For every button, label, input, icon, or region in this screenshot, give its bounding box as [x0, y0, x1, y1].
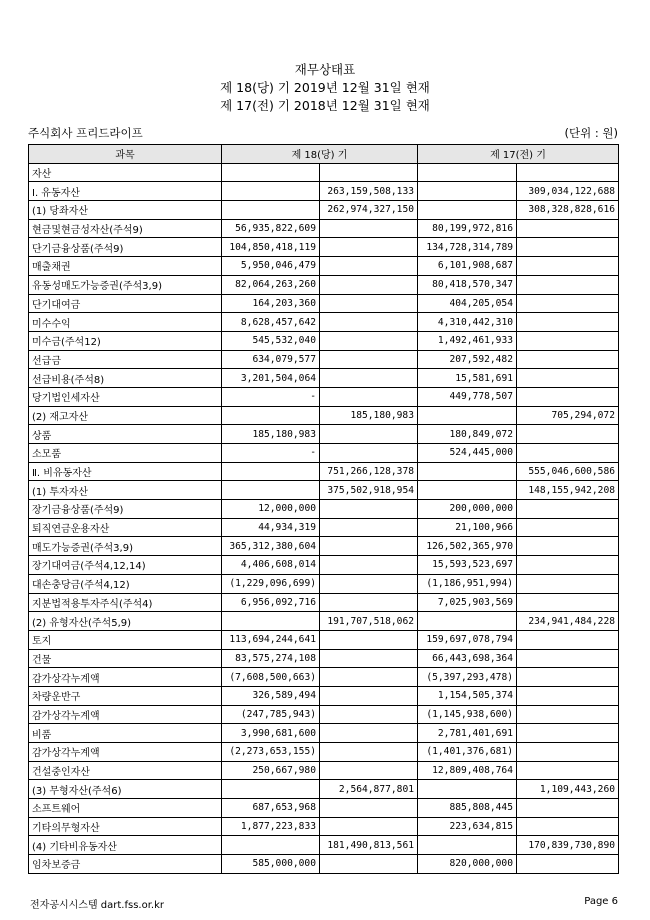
- amount-cell: 191,707,518,062: [320, 612, 418, 631]
- amount-cell: (1,401,376,681): [418, 743, 517, 762]
- table-row: [29, 294, 619, 313]
- amount-cell: [517, 257, 619, 276]
- amount-cell: [320, 799, 418, 818]
- account-name-cell: 자산: [29, 163, 222, 182]
- account-name-cell: 소모품: [29, 444, 222, 463]
- amount-cell: 585,000,000: [222, 855, 320, 874]
- account-name-cell: (1) 투자자산: [29, 481, 222, 500]
- amount-cell: 705,294,072: [517, 406, 619, 425]
- amount-cell: 207,592,482: [418, 350, 517, 369]
- table-row: [29, 275, 619, 294]
- account-name-cell: 감가상각누계액: [29, 743, 222, 762]
- amount-cell: [517, 574, 619, 593]
- account-name-cell: 토지: [29, 630, 222, 649]
- amount-cell: 820,000,000: [418, 855, 517, 874]
- amount-cell: [222, 163, 320, 182]
- account-name-cell: 임차보증금: [29, 855, 222, 874]
- amount-cell: [320, 294, 418, 313]
- account-name-cell: 비품: [29, 724, 222, 743]
- amount-cell: 524,445,000: [418, 444, 517, 463]
- account-name-cell: 현금및현금성자산(주석9): [29, 219, 222, 238]
- table-row: [29, 238, 619, 257]
- account-name-cell: 당기법인세자산: [29, 387, 222, 406]
- amount-cell: [320, 668, 418, 687]
- account-name-cell: 건물: [29, 649, 222, 668]
- header-prior-period: 제 17(전) 기: [418, 145, 619, 164]
- amount-cell: (247,785,943): [222, 705, 320, 724]
- account-name-cell: 매출채권: [29, 257, 222, 276]
- table-row: [29, 444, 619, 463]
- amount-cell: [222, 406, 320, 425]
- account-name-cell: 선급비용(주석8): [29, 369, 222, 388]
- account-name-cell: (3) 무형자산(주석6): [29, 780, 222, 799]
- company-name: 주식회사 프리드라이프: [28, 126, 143, 140]
- amount-cell: 365,312,380,604: [222, 537, 320, 556]
- amount-cell: [517, 705, 619, 724]
- amount-cell: [320, 556, 418, 575]
- amount-cell: [320, 219, 418, 238]
- table-row: [29, 593, 619, 612]
- table-row: [29, 518, 619, 537]
- amount-cell: [517, 799, 619, 818]
- amount-cell: [517, 350, 619, 369]
- account-name-cell: 미수금(주석12): [29, 331, 222, 350]
- amount-cell: [517, 724, 619, 743]
- amount-cell: [517, 369, 619, 388]
- amount-cell: 885,808,445: [418, 799, 517, 818]
- amount-cell: 148,155,942,208: [517, 481, 619, 500]
- amount-cell: [517, 163, 619, 182]
- amount-cell: 263,159,508,133: [320, 182, 418, 201]
- amount-cell: 6,101,908,687: [418, 257, 517, 276]
- account-name-cell: 상품: [29, 425, 222, 444]
- amount-cell: [517, 668, 619, 687]
- amount-cell: [517, 761, 619, 780]
- amount-cell: [418, 406, 517, 425]
- amount-cell: [320, 593, 418, 612]
- amount-cell: [320, 574, 418, 593]
- table-row: [29, 649, 619, 668]
- amount-cell: 113,694,244,641: [222, 630, 320, 649]
- amount-cell: [320, 724, 418, 743]
- amount-cell: [418, 481, 517, 500]
- amount-cell: [320, 425, 418, 444]
- amount-cell: [222, 462, 320, 481]
- amount-cell: 250,667,980: [222, 761, 320, 780]
- table-row: [29, 836, 619, 855]
- amount-cell: [222, 201, 320, 220]
- amount-cell: [418, 780, 517, 799]
- amount-cell: 223,634,815: [418, 817, 517, 836]
- account-name-cell: (1) 당좌자산: [29, 201, 222, 220]
- amount-cell: 181,490,813,561: [320, 836, 418, 855]
- document-title: 재무상태표: [294, 62, 356, 77]
- amount-cell: [517, 518, 619, 537]
- table-row: [29, 630, 619, 649]
- amount-cell: [517, 425, 619, 444]
- amount-cell: 8,628,457,642: [222, 313, 320, 332]
- amount-cell: 185,180,983: [222, 425, 320, 444]
- account-name-cell: 유동성매도가능증권(주석3,9): [29, 275, 222, 294]
- amount-cell: [517, 743, 619, 762]
- amount-cell: 170,839,730,890: [517, 836, 619, 855]
- table-row: [29, 724, 619, 743]
- account-name-cell: (4) 기타비유동자산: [29, 836, 222, 855]
- amount-cell: 200,000,000: [418, 500, 517, 519]
- amount-cell: 159,697,078,794: [418, 630, 517, 649]
- amount-cell: 82,064,263,260: [222, 275, 320, 294]
- amount-cell: [517, 444, 619, 463]
- table-row: [29, 425, 619, 444]
- amount-cell: 12,809,408,764: [418, 761, 517, 780]
- amount-cell: [517, 537, 619, 556]
- header-current-period: 제 18(당) 기: [222, 145, 418, 164]
- amount-cell: [517, 593, 619, 612]
- table-row: [29, 387, 619, 406]
- amount-cell: [418, 612, 517, 631]
- amount-cell: [320, 686, 418, 705]
- table-row: [29, 350, 619, 369]
- account-name-cell: 기타의무형자산: [29, 817, 222, 836]
- amount-cell: [517, 387, 619, 406]
- amount-cell: 309,034,122,688: [517, 182, 619, 201]
- amount-cell: [320, 275, 418, 294]
- table-row: [29, 500, 619, 519]
- amount-cell: 634,079,577: [222, 350, 320, 369]
- amount-cell: 83,575,274,108: [222, 649, 320, 668]
- amount-cell: [222, 780, 320, 799]
- account-name-cell: Ⅱ. 비유동자산: [29, 462, 222, 481]
- account-name-cell: 장기대여금(주석4,12,14): [29, 556, 222, 575]
- table-row: [29, 201, 619, 220]
- table-header-row: [29, 145, 619, 164]
- header-account: 과목: [29, 145, 222, 164]
- amount-cell: 66,443,698,364: [418, 649, 517, 668]
- amount-cell: (2,273,653,155): [222, 743, 320, 762]
- amount-cell: 2,564,877,801: [320, 780, 418, 799]
- table-row: [29, 163, 619, 182]
- amount-cell: 3,990,681,600: [222, 724, 320, 743]
- amount-cell: 80,199,972,816: [418, 219, 517, 238]
- amount-cell: 12,000,000: [222, 500, 320, 519]
- table-row: [29, 612, 619, 631]
- amount-cell: [320, 537, 418, 556]
- amount-cell: 1,877,223,833: [222, 817, 320, 836]
- amount-cell: -: [222, 444, 320, 463]
- amount-cell: [320, 313, 418, 332]
- table-row: [29, 331, 619, 350]
- amount-cell: 5,950,046,479: [222, 257, 320, 276]
- amount-cell: [320, 705, 418, 724]
- amount-cell: 4,406,608,014: [222, 556, 320, 575]
- amount-cell: [320, 444, 418, 463]
- account-name-cell: 지분법적용투자주식(주석4): [29, 593, 222, 612]
- amount-cell: 326,589,494: [222, 686, 320, 705]
- amount-cell: 180,849,072: [418, 425, 517, 444]
- amount-cell: [320, 500, 418, 519]
- amount-cell: [320, 855, 418, 874]
- amount-cell: [517, 855, 619, 874]
- amount-cell: (1,145,938,600): [418, 705, 517, 724]
- amount-cell: 44,934,319: [222, 518, 320, 537]
- table-row: [29, 855, 619, 874]
- account-name-cell: 건설중인자산: [29, 761, 222, 780]
- amount-cell: [222, 481, 320, 500]
- table-row: [29, 556, 619, 575]
- amount-cell: (7,608,500,663): [222, 668, 320, 687]
- table-row: [29, 182, 619, 201]
- account-name-cell: 감가상각누계액: [29, 668, 222, 687]
- table-row: [29, 780, 619, 799]
- amount-cell: [517, 219, 619, 238]
- amount-cell: [418, 462, 517, 481]
- table-row: [29, 705, 619, 724]
- amount-cell: [320, 743, 418, 762]
- amount-cell: [320, 817, 418, 836]
- table-row: [29, 406, 619, 425]
- amount-cell: 555,046,600,586: [517, 462, 619, 481]
- account-name-cell: 차량운반구: [29, 686, 222, 705]
- amount-cell: 375,502,918,954: [320, 481, 418, 500]
- amount-cell: [320, 257, 418, 276]
- amount-cell: [517, 294, 619, 313]
- amount-cell: (1,229,096,699): [222, 574, 320, 593]
- amount-cell: 545,532,040: [222, 331, 320, 350]
- period-current: 제 18(당) 기 2019년 12월 31일 현재: [220, 80, 430, 95]
- table-row: [29, 481, 619, 500]
- account-name-cell: 감가상각누계액: [29, 705, 222, 724]
- amount-cell: [418, 182, 517, 201]
- amount-cell: [320, 350, 418, 369]
- account-name-cell: 단기금융상품(주석9): [29, 238, 222, 257]
- amount-cell: [320, 761, 418, 780]
- amount-cell: 1,154,505,374: [418, 686, 517, 705]
- amount-cell: [517, 817, 619, 836]
- amount-cell: 15,593,523,697: [418, 556, 517, 575]
- footer-page-number: Page 6: [584, 896, 618, 907]
- amount-cell: 449,778,507: [418, 387, 517, 406]
- table-row: [29, 257, 619, 276]
- amount-cell: 21,100,966: [418, 518, 517, 537]
- table-row: [29, 462, 619, 481]
- amount-cell: 262,974,327,150: [320, 201, 418, 220]
- amount-cell: [517, 556, 619, 575]
- account-name-cell: (2) 유형자산(주석5,9): [29, 612, 222, 631]
- account-name-cell: 미수수익: [29, 313, 222, 332]
- table-row: [29, 537, 619, 556]
- amount-cell: 6,956,092,716: [222, 593, 320, 612]
- amount-cell: [418, 163, 517, 182]
- amount-cell: 3,201,504,064: [222, 369, 320, 388]
- account-name-cell: 매도가능증권(주석3,9): [29, 537, 222, 556]
- amount-cell: [320, 387, 418, 406]
- amount-cell: (1,186,951,994): [418, 574, 517, 593]
- amount-cell: [222, 182, 320, 201]
- amount-cell: [517, 500, 619, 519]
- amount-cell: [517, 331, 619, 350]
- period-prior: 제 17(전) 기 2018년 12월 31일 현재: [220, 98, 430, 113]
- amount-cell: [320, 331, 418, 350]
- table-row: [29, 219, 619, 238]
- table-row: [29, 369, 619, 388]
- amount-cell: 80,418,570,347: [418, 275, 517, 294]
- amount-cell: [418, 836, 517, 855]
- amount-cell: [222, 612, 320, 631]
- amount-cell: [320, 238, 418, 257]
- table-row: [29, 313, 619, 332]
- account-name-cell: 선급금: [29, 350, 222, 369]
- account-name-cell: 소프트웨어: [29, 799, 222, 818]
- amount-cell: 104,850,418,119: [222, 238, 320, 257]
- amount-cell: 2,781,401,691: [418, 724, 517, 743]
- account-name-cell: 퇴직연금운용자산: [29, 518, 222, 537]
- amount-cell: 1,109,443,260: [517, 780, 619, 799]
- account-name-cell: Ⅰ. 유동자산: [29, 182, 222, 201]
- amount-cell: [320, 518, 418, 537]
- amount-cell: [222, 836, 320, 855]
- amount-cell: [517, 238, 619, 257]
- balance-sheet-table: [28, 144, 619, 874]
- amount-cell: 308,328,828,616: [517, 201, 619, 220]
- account-name-cell: 대손충당금(주석4,12): [29, 574, 222, 593]
- table-row: [29, 761, 619, 780]
- amount-cell: 404,205,054: [418, 294, 517, 313]
- table-row: [29, 799, 619, 818]
- amount-cell: [320, 369, 418, 388]
- amount-cell: (5,397,293,478): [418, 668, 517, 687]
- amount-cell: [517, 649, 619, 668]
- amount-cell: [320, 630, 418, 649]
- amount-cell: [320, 649, 418, 668]
- amount-cell: 185,180,983: [320, 406, 418, 425]
- amount-cell: 7,025,903,569: [418, 593, 517, 612]
- amount-cell: [517, 275, 619, 294]
- account-name-cell: 장기금융상품(주석9): [29, 500, 222, 519]
- amount-cell: 15,581,691: [418, 369, 517, 388]
- amount-cell: 134,728,314,789: [418, 238, 517, 257]
- table-row: [29, 817, 619, 836]
- amount-cell: 4,310,442,310: [418, 313, 517, 332]
- amount-cell: 56,935,822,609: [222, 219, 320, 238]
- unit-label: (단위 : 원): [564, 126, 618, 140]
- amount-cell: [418, 201, 517, 220]
- amount-cell: 164,203,360: [222, 294, 320, 313]
- amount-cell: [517, 313, 619, 332]
- amount-cell: 1,492,461,933: [418, 331, 517, 350]
- table-row: [29, 668, 619, 687]
- table-body: [29, 163, 619, 873]
- table-row: [29, 574, 619, 593]
- account-name-cell: 단기대여금: [29, 294, 222, 313]
- amount-cell: [320, 163, 418, 182]
- amount-cell: [517, 630, 619, 649]
- amount-cell: 234,941,484,228: [517, 612, 619, 631]
- amount-cell: 126,502,365,970: [418, 537, 517, 556]
- amount-cell: -: [222, 387, 320, 406]
- amount-cell: 751,266,128,378: [320, 462, 418, 481]
- footer-source: 전자공시시스템 dart.fss.or.kr: [30, 900, 164, 911]
- table-row: [29, 743, 619, 762]
- amount-cell: [517, 686, 619, 705]
- account-name-cell: (2) 재고자산: [29, 406, 222, 425]
- amount-cell: 687,653,968: [222, 799, 320, 818]
- table-row: [29, 686, 619, 705]
